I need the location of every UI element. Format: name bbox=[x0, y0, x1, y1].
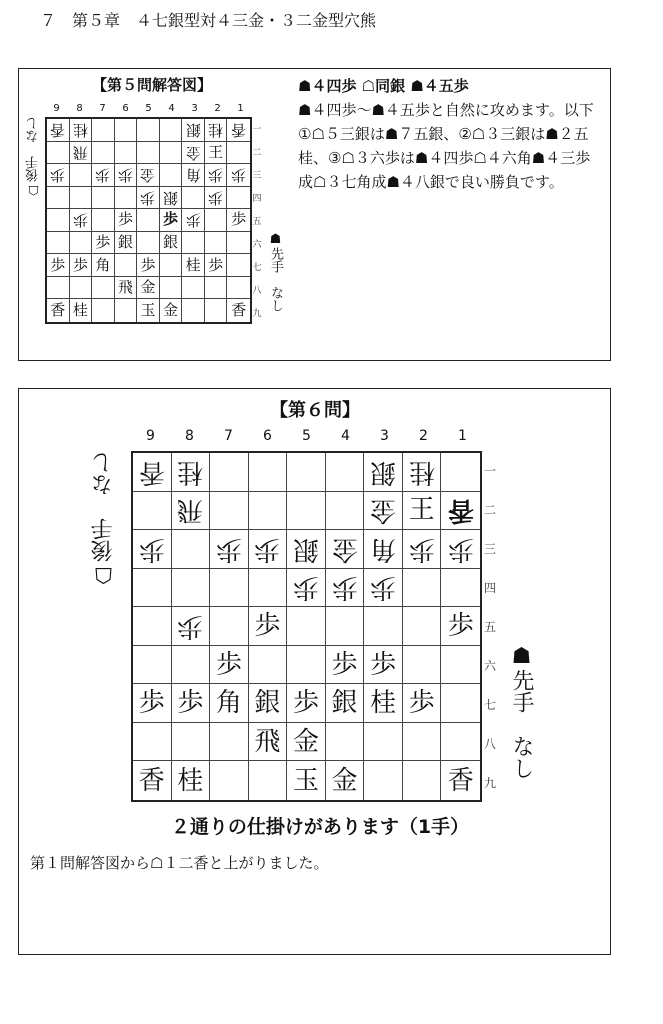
board-square bbox=[115, 254, 138, 277]
row-number: 六 bbox=[252, 240, 262, 250]
board-square bbox=[137, 187, 160, 210]
column-number: 9 bbox=[146, 428, 155, 444]
board-square bbox=[160, 119, 183, 142]
row-number: 二 bbox=[483, 503, 496, 517]
gote-piece: 歩 bbox=[95, 166, 111, 185]
sente-piece: 金 bbox=[163, 301, 179, 320]
board-square bbox=[160, 277, 183, 300]
problem5-title: 【第５問解答図】 bbox=[91, 76, 212, 94]
sente-piece: 金 bbox=[331, 765, 358, 796]
board-square bbox=[227, 277, 250, 300]
board-square bbox=[47, 277, 70, 300]
board-square bbox=[47, 164, 70, 187]
problem5-column-numbers bbox=[45, 103, 252, 114]
board-square bbox=[133, 761, 172, 800]
board-square bbox=[210, 453, 249, 492]
board-square bbox=[326, 453, 365, 492]
board-square bbox=[47, 299, 70, 322]
board-square bbox=[137, 142, 160, 165]
gote-piece: 銀 bbox=[185, 121, 201, 140]
sente-piece: 歩 bbox=[72, 255, 88, 274]
board-square bbox=[133, 453, 172, 492]
column-number: 1 bbox=[237, 103, 244, 114]
sente-piece: 王 bbox=[208, 142, 224, 161]
board-square bbox=[70, 142, 93, 165]
board-square bbox=[115, 187, 138, 210]
board-square bbox=[364, 723, 403, 762]
board-square bbox=[137, 119, 160, 142]
board-square bbox=[70, 209, 93, 232]
sente-piece: 歩 bbox=[208, 255, 224, 274]
board-square bbox=[249, 492, 288, 531]
board-square bbox=[227, 299, 250, 322]
column-number: 8 bbox=[76, 103, 83, 114]
board-square bbox=[227, 142, 250, 165]
problem5-board bbox=[45, 117, 252, 324]
sente-piece: 香 bbox=[50, 301, 66, 320]
board-square bbox=[137, 164, 160, 187]
gote-piece: 金 bbox=[331, 533, 358, 564]
gote-piece: 歩 bbox=[208, 188, 224, 207]
sente-piece: 角 bbox=[215, 688, 242, 719]
board-square bbox=[403, 684, 442, 723]
sente-piece: 金 bbox=[140, 278, 156, 297]
column-number: 3 bbox=[380, 428, 389, 444]
board-square bbox=[403, 530, 442, 569]
problem6-column-numbers bbox=[131, 428, 482, 444]
gote-piece: 銀 bbox=[292, 533, 319, 564]
board-square bbox=[182, 277, 205, 300]
board-square bbox=[287, 646, 326, 685]
board-square bbox=[47, 187, 70, 210]
gote-piece: 金 bbox=[140, 166, 156, 185]
board-square bbox=[210, 492, 249, 531]
board-square bbox=[160, 232, 183, 255]
row-number: 一 bbox=[252, 125, 262, 135]
sente-piece: 桂 bbox=[72, 301, 88, 320]
board-square bbox=[210, 607, 249, 646]
sente-piece: 歩 bbox=[138, 688, 165, 719]
board-square bbox=[249, 607, 288, 646]
board-square bbox=[210, 569, 249, 608]
board-square bbox=[205, 254, 228, 277]
board-square bbox=[287, 723, 326, 762]
board-square bbox=[115, 164, 138, 187]
board-square bbox=[137, 277, 160, 300]
board-square bbox=[227, 119, 250, 142]
problem6-sente-hand: ☗先手 なし bbox=[509, 644, 534, 779]
board-square bbox=[249, 530, 288, 569]
column-number: 1 bbox=[458, 428, 467, 444]
gote-piece: 桂 bbox=[208, 121, 224, 140]
row-number: 二 bbox=[252, 148, 262, 158]
board-square bbox=[182, 187, 205, 210]
board-square bbox=[133, 530, 172, 569]
board-square bbox=[70, 299, 93, 322]
board-square bbox=[441, 530, 480, 569]
board-square bbox=[182, 119, 205, 142]
sente-piece: 歩 bbox=[292, 688, 319, 719]
problem6-intro: 第１問解答図から☖１二香と上がりました。 bbox=[30, 854, 329, 872]
gote-piece: 歩 bbox=[370, 572, 397, 603]
sente-piece: 歩 bbox=[215, 649, 242, 680]
board-square bbox=[172, 607, 211, 646]
sente-piece: 王 bbox=[408, 495, 435, 526]
sente-piece: 香 bbox=[231, 301, 247, 320]
board-square bbox=[160, 142, 183, 165]
board-square bbox=[287, 684, 326, 723]
board-square bbox=[92, 299, 115, 322]
board-square bbox=[92, 277, 115, 300]
board-square bbox=[287, 569, 326, 608]
board-square bbox=[210, 723, 249, 762]
sente-piece: 飛 bbox=[117, 278, 133, 297]
gote-piece: 歩 bbox=[215, 533, 242, 564]
board-square bbox=[133, 492, 172, 531]
board-square bbox=[172, 723, 211, 762]
row-number: 七 bbox=[252, 263, 262, 273]
board-square bbox=[205, 187, 228, 210]
sente-piece: 歩 bbox=[95, 233, 111, 252]
board-square bbox=[441, 684, 480, 723]
board-square bbox=[172, 530, 211, 569]
sente-piece: 銀 bbox=[163, 233, 179, 252]
board-square bbox=[115, 119, 138, 142]
board-square bbox=[205, 164, 228, 187]
board-square bbox=[115, 299, 138, 322]
board-square bbox=[182, 299, 205, 322]
board-square bbox=[172, 684, 211, 723]
sente-piece: 歩 bbox=[231, 210, 247, 229]
gote-piece: 金 bbox=[185, 143, 201, 162]
problem6-gote-hand: ☖後手 なし bbox=[91, 452, 116, 587]
board-square bbox=[403, 569, 442, 608]
board-square bbox=[227, 187, 250, 210]
board-square bbox=[70, 164, 93, 187]
board-square bbox=[249, 723, 288, 762]
sente-piece: 銀 bbox=[117, 233, 133, 252]
board-square bbox=[441, 761, 480, 800]
board-square bbox=[47, 142, 70, 165]
sente-piece: 歩 bbox=[163, 210, 179, 229]
sente-piece: 歩 bbox=[331, 649, 358, 680]
board-square bbox=[403, 492, 442, 531]
gote-piece: 桂 bbox=[177, 456, 204, 487]
board-square bbox=[160, 209, 183, 232]
gote-piece: 歩 bbox=[254, 533, 281, 564]
row-number: 三 bbox=[252, 171, 262, 181]
board-square bbox=[441, 569, 480, 608]
gote-piece: 歩 bbox=[138, 533, 165, 564]
board-square bbox=[210, 530, 249, 569]
board-square bbox=[92, 142, 115, 165]
board-square bbox=[441, 646, 480, 685]
board-square bbox=[47, 254, 70, 277]
row-number: 七 bbox=[483, 698, 496, 712]
row-number: 九 bbox=[252, 309, 262, 319]
board-square bbox=[326, 492, 365, 531]
board-square bbox=[70, 187, 93, 210]
board-square bbox=[133, 607, 172, 646]
sente-piece: 桂 bbox=[185, 255, 201, 274]
board-square bbox=[133, 684, 172, 723]
board-square bbox=[47, 209, 70, 232]
board-square bbox=[182, 209, 205, 232]
column-number: 6 bbox=[122, 103, 129, 114]
board-square bbox=[403, 723, 442, 762]
board-square bbox=[364, 684, 403, 723]
problem6-row-numbers bbox=[480, 451, 500, 802]
board-square bbox=[287, 530, 326, 569]
column-number: 4 bbox=[341, 428, 350, 444]
board-square bbox=[326, 646, 365, 685]
row-number: 八 bbox=[483, 737, 496, 751]
board-square bbox=[172, 761, 211, 800]
row-number: 六 bbox=[483, 659, 496, 673]
board-square bbox=[326, 607, 365, 646]
board-square bbox=[182, 142, 205, 165]
gote-piece: 香 bbox=[138, 456, 165, 487]
gote-piece: 桂 bbox=[72, 121, 88, 140]
board-square bbox=[92, 119, 115, 142]
gote-piece: 香 bbox=[447, 495, 474, 526]
sente-piece: 歩 bbox=[177, 688, 204, 719]
board-square bbox=[403, 646, 442, 685]
solution-moves: ☗４四歩 ☖同銀 ☗４五歩 bbox=[298, 77, 469, 95]
gote-piece: 歩 bbox=[331, 572, 358, 603]
row-number: 一 bbox=[483, 464, 496, 478]
board-square bbox=[227, 209, 250, 232]
board-square bbox=[172, 453, 211, 492]
board-square bbox=[115, 232, 138, 255]
board-square bbox=[172, 646, 211, 685]
gote-piece: 香 bbox=[50, 121, 66, 140]
board-square bbox=[227, 232, 250, 255]
board-square bbox=[133, 723, 172, 762]
gote-piece: 歩 bbox=[140, 188, 156, 207]
column-number: 3 bbox=[191, 103, 198, 114]
gote-piece: 角 bbox=[370, 533, 397, 564]
gote-piece: 飛 bbox=[72, 143, 88, 162]
gote-piece: 香 bbox=[231, 121, 247, 140]
sente-piece: 金 bbox=[292, 726, 319, 757]
board-square bbox=[210, 684, 249, 723]
board-square bbox=[70, 254, 93, 277]
column-number: 9 bbox=[53, 103, 60, 114]
board-square bbox=[326, 684, 365, 723]
row-number: 五 bbox=[483, 620, 496, 634]
board-square bbox=[364, 530, 403, 569]
board-square bbox=[133, 569, 172, 608]
board-square bbox=[70, 277, 93, 300]
gote-piece: 歩 bbox=[231, 166, 247, 185]
sente-piece: 銀 bbox=[254, 688, 281, 719]
row-number: 三 bbox=[483, 542, 496, 556]
problem5-row-numbers bbox=[250, 117, 264, 324]
gote-piece: 歩 bbox=[292, 572, 319, 603]
column-number: 2 bbox=[419, 428, 428, 444]
column-number: 7 bbox=[99, 103, 106, 114]
sente-piece: 歩 bbox=[447, 610, 474, 641]
gote-piece: 飛 bbox=[177, 495, 204, 526]
board-square bbox=[441, 453, 480, 492]
sente-piece: 歩 bbox=[254, 610, 281, 641]
board-square bbox=[115, 277, 138, 300]
board-square bbox=[92, 164, 115, 187]
gote-piece: 歩 bbox=[185, 211, 201, 230]
column-number: 4 bbox=[168, 103, 175, 114]
row-number: 八 bbox=[252, 286, 262, 296]
board-square bbox=[137, 299, 160, 322]
sente-piece: 玉 bbox=[292, 765, 319, 796]
board-square bbox=[364, 607, 403, 646]
board-square bbox=[92, 209, 115, 232]
gote-piece: 歩 bbox=[177, 610, 204, 641]
board-square bbox=[249, 646, 288, 685]
gote-piece: 金 bbox=[370, 495, 397, 526]
board-square bbox=[172, 492, 211, 531]
gote-piece: 歩 bbox=[50, 166, 66, 185]
board-square bbox=[441, 492, 480, 531]
board-square bbox=[205, 209, 228, 232]
board-square bbox=[70, 119, 93, 142]
column-number: 6 bbox=[263, 428, 272, 444]
board-square bbox=[364, 569, 403, 608]
sente-piece: 歩 bbox=[408, 688, 435, 719]
board-square bbox=[182, 164, 205, 187]
solution-text: ☗４四歩～☗４五歩と自然に攻めます。以下①☖５三銀は☗７五銀、②☖３三銀は☗２五桂、③☖３六歩は☗４四歩☖４六角☗４三歩成☖３七角成☗４八銀で良い勝負です。 bbox=[298, 101, 594, 191]
board-square bbox=[115, 142, 138, 165]
row-number: 四 bbox=[252, 194, 262, 204]
board-square bbox=[160, 187, 183, 210]
board-square bbox=[160, 299, 183, 322]
board-square bbox=[182, 254, 205, 277]
board-square bbox=[249, 761, 288, 800]
sente-piece: 歩 bbox=[50, 255, 66, 274]
column-number: 5 bbox=[145, 103, 152, 114]
chapter-header: ７ 第５章 ４七銀型対４三金・３二金型穴熊 bbox=[40, 11, 377, 30]
problem6-board bbox=[131, 451, 482, 802]
board-square bbox=[403, 453, 442, 492]
row-number: 五 bbox=[252, 217, 262, 227]
row-number: 九 bbox=[483, 776, 496, 790]
row-number: 四 bbox=[483, 581, 496, 595]
board-square bbox=[92, 187, 115, 210]
board-square bbox=[249, 684, 288, 723]
board-square bbox=[205, 142, 228, 165]
sente-piece: 玉 bbox=[140, 301, 156, 320]
gote-piece: 銀 bbox=[370, 456, 397, 487]
board-square bbox=[249, 569, 288, 608]
board-square bbox=[205, 277, 228, 300]
gote-piece: 銀 bbox=[163, 188, 179, 207]
column-number: 2 bbox=[214, 103, 221, 114]
board-square bbox=[227, 164, 250, 187]
board-square bbox=[326, 761, 365, 800]
board-square bbox=[210, 761, 249, 800]
sente-piece: 香 bbox=[447, 765, 474, 796]
column-number: 8 bbox=[185, 428, 194, 444]
gote-piece: 歩 bbox=[72, 211, 88, 230]
board-square bbox=[92, 232, 115, 255]
board-square bbox=[403, 761, 442, 800]
board-square bbox=[326, 530, 365, 569]
gote-piece: 角 bbox=[185, 166, 201, 185]
board-square bbox=[441, 607, 480, 646]
board-square bbox=[205, 299, 228, 322]
board-square bbox=[137, 232, 160, 255]
sente-piece: 歩 bbox=[140, 255, 156, 274]
board-square bbox=[205, 232, 228, 255]
sente-piece: 桂 bbox=[177, 765, 204, 796]
board-square bbox=[287, 492, 326, 531]
board-square bbox=[137, 254, 160, 277]
board-square bbox=[115, 209, 138, 232]
sente-piece: 飛 bbox=[254, 726, 281, 757]
board-square bbox=[227, 254, 250, 277]
board-square bbox=[287, 607, 326, 646]
board-square bbox=[364, 453, 403, 492]
board-square bbox=[364, 761, 403, 800]
board-square bbox=[47, 119, 70, 142]
board-square bbox=[137, 209, 160, 232]
board-square bbox=[249, 453, 288, 492]
column-number: 7 bbox=[224, 428, 233, 444]
sente-piece: 歩 bbox=[370, 649, 397, 680]
board-square bbox=[70, 232, 93, 255]
board-square bbox=[210, 646, 249, 685]
board-square bbox=[287, 453, 326, 492]
gote-piece: 歩 bbox=[447, 533, 474, 564]
problem5-gote-hand: ☖後手 なし bbox=[26, 117, 41, 197]
board-square bbox=[326, 569, 365, 608]
board-square bbox=[92, 254, 115, 277]
board-square bbox=[326, 723, 365, 762]
problem6-title: 【第６問】 bbox=[270, 400, 360, 421]
sente-piece: 香 bbox=[138, 765, 165, 796]
problem5-solution bbox=[298, 74, 598, 194]
problem6-question: ２通りの仕掛けがあります（1手） bbox=[170, 816, 470, 838]
board-square bbox=[287, 761, 326, 800]
gote-piece: 歩 bbox=[208, 166, 224, 185]
gote-piece: 桂 bbox=[408, 456, 435, 487]
column-number: 5 bbox=[302, 428, 311, 444]
board-square bbox=[160, 164, 183, 187]
board-square bbox=[205, 119, 228, 142]
problem5-sente-hand: ☗先手 なし bbox=[268, 232, 283, 312]
board-square bbox=[133, 646, 172, 685]
board-square bbox=[47, 232, 70, 255]
board-square bbox=[364, 646, 403, 685]
board-square bbox=[182, 232, 205, 255]
board-square bbox=[160, 254, 183, 277]
board-square bbox=[172, 569, 211, 608]
sente-piece: 銀 bbox=[331, 688, 358, 719]
board-square bbox=[403, 607, 442, 646]
gote-piece: 歩 bbox=[408, 533, 435, 564]
board-square bbox=[364, 492, 403, 531]
gote-piece: 歩 bbox=[117, 166, 133, 185]
sente-piece: 角 bbox=[95, 255, 111, 274]
board-square bbox=[441, 723, 480, 762]
sente-piece: 歩 bbox=[117, 210, 133, 229]
sente-piece: 桂 bbox=[370, 688, 397, 719]
